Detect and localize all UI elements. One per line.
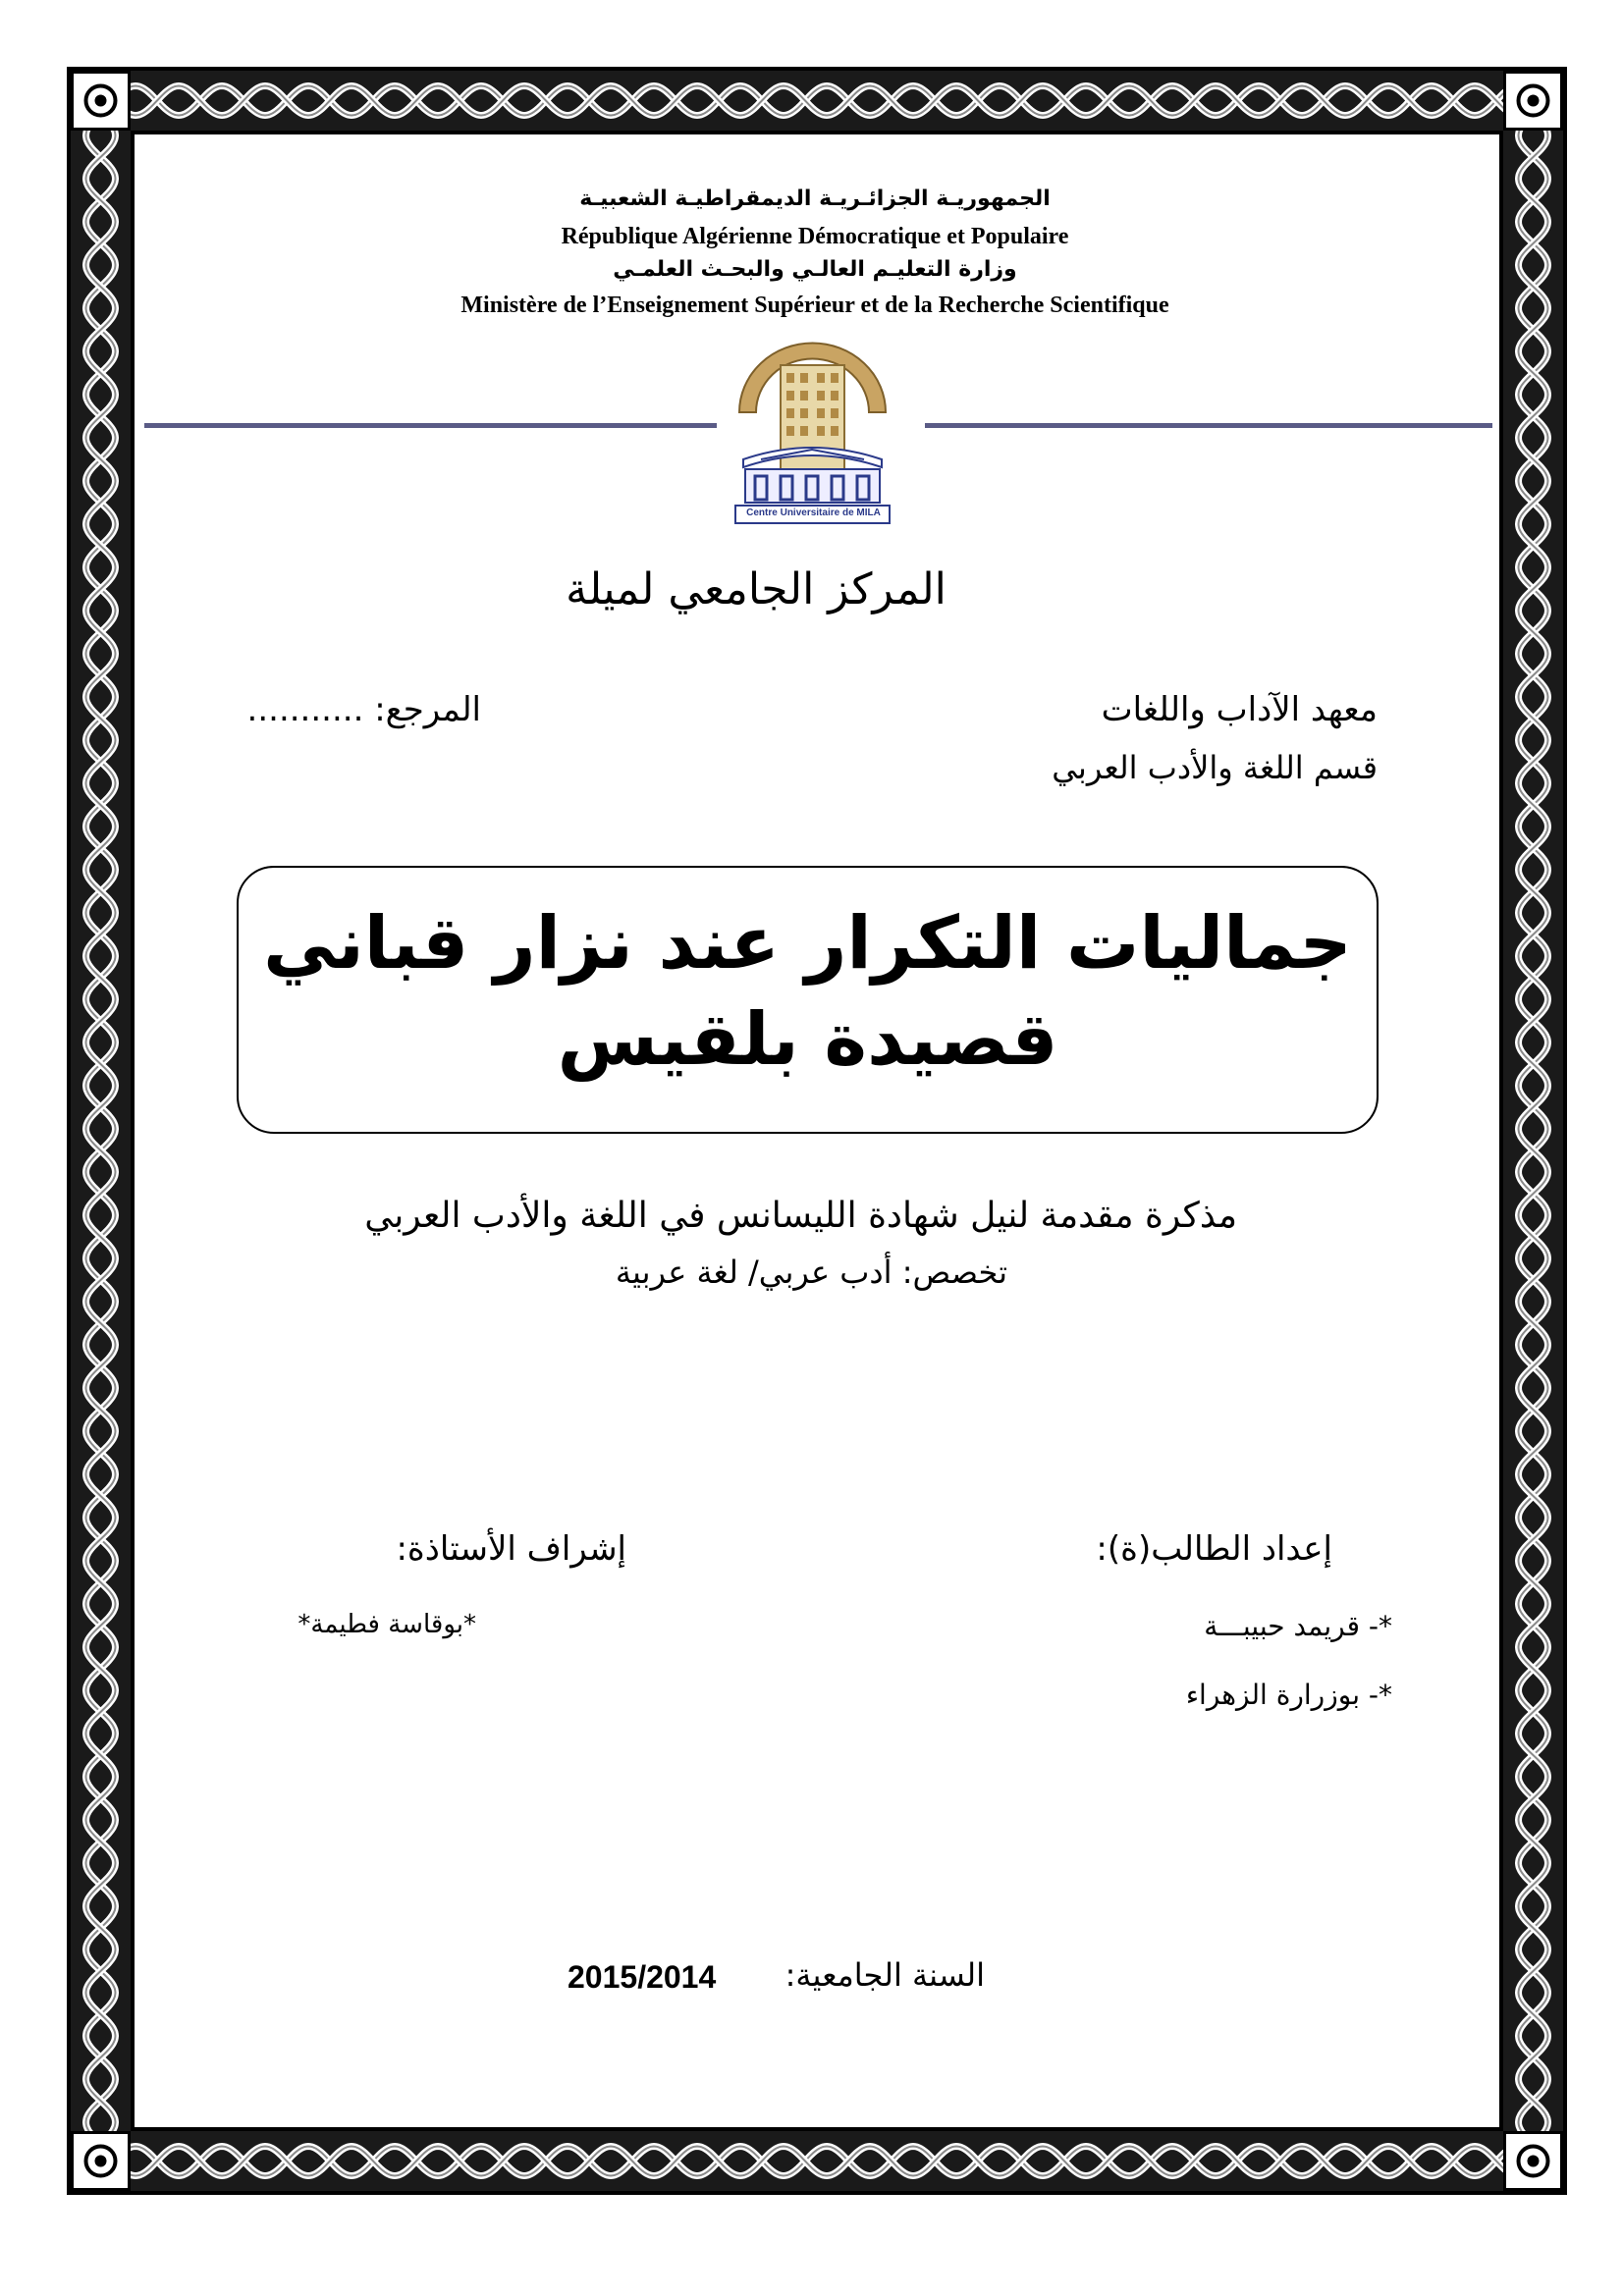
header-rule-left xyxy=(144,423,717,428)
reference-field: المرجع: ........... xyxy=(246,690,481,729)
academic-year-value: 2015/2014 xyxy=(568,1959,717,1995)
thesis-title-box xyxy=(237,866,1379,1134)
department-name: قسم اللغة والأدب العربي xyxy=(1052,749,1378,786)
university-center-name: المركز الجامعي لميلة xyxy=(566,564,947,614)
thesis-title-line1: جماليات التكرار عند نزار قباني xyxy=(263,901,1352,986)
border-band-top xyxy=(71,71,1563,131)
student-item: *- بوزرارة الزهراء xyxy=(1185,1679,1392,1711)
ministry-name-french: Ministère de l’Enseignement Supérieur et de la Recherche Scientifique xyxy=(460,293,1169,318)
institute-name: معهد الآداب واللغات xyxy=(1101,690,1378,729)
header-rule-right xyxy=(925,423,1492,428)
ministry-name-arabic: وزارة التعليـم العالـي والبحـث العلمـي xyxy=(613,257,1017,282)
thesis-title-line2: قصيدة بلقيس xyxy=(557,997,1058,1082)
logo-caption: Centre Universitaire de MILA xyxy=(746,507,881,518)
corner-ornament-icon xyxy=(71,2131,131,2191)
supervisor-name: *بوقاسة فطيمة* xyxy=(298,1610,476,1639)
republic-name-arabic: الجمهوريـة الجزائـريـة الديمقراطيـة الشعبيـة xyxy=(579,187,1051,211)
specialty: تخصص: أدب عربي/ لغة عربية xyxy=(615,1254,1007,1291)
students-label: إعداد الطالب(ة): xyxy=(1096,1529,1332,1569)
university-logo xyxy=(722,334,903,525)
corner-ornament-icon xyxy=(1503,71,1563,131)
border-band-left xyxy=(71,71,131,2191)
border-band-right xyxy=(1503,71,1563,2191)
border-band-bottom xyxy=(71,2131,1563,2191)
thesis-purpose: مذكرة مقدمة لنيل شهادة الليسانس في اللغة والأدب العربي xyxy=(364,1196,1237,1236)
corner-ornament-icon xyxy=(71,71,131,131)
university-building-logo-icon xyxy=(722,334,903,525)
student-item: *- قريمد حبيبـــة xyxy=(1204,1610,1392,1642)
academic-year-label: السنة الجامعية: xyxy=(784,1956,985,1994)
corner-ornament-icon xyxy=(1503,2131,1563,2191)
republic-name-french: République Algérienne Démocratique et Populaire xyxy=(561,224,1069,249)
supervisor-label: إشراف الأستاذة: xyxy=(396,1529,626,1569)
